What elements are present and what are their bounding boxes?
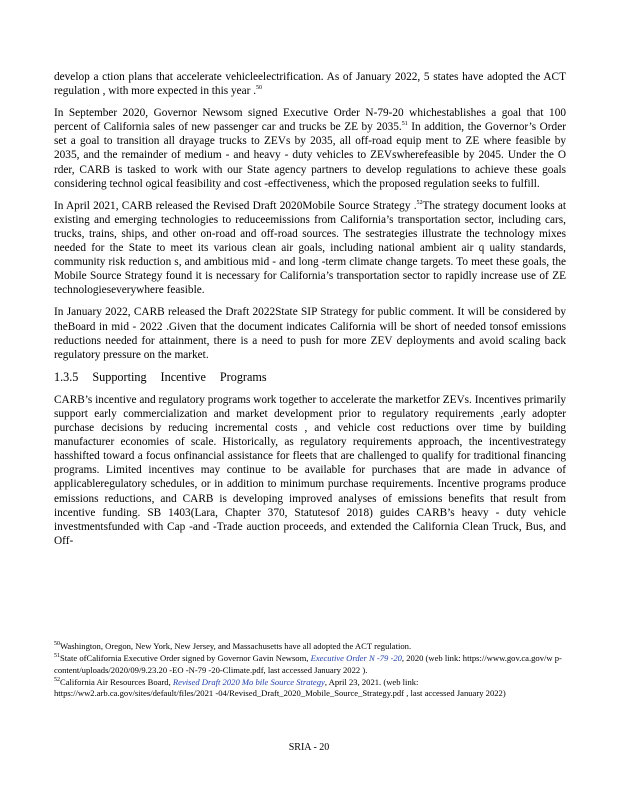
footnote-ref-50[interactable]: 50 [256,85,263,92]
section-number: 1.3.5 [54,369,79,384]
paragraph-text: develop a ction plans that accelerate vehicleelectrification. As of January 2022, 5 states have adopted the ACT regulation , with more expected in this year . [54,71,566,98]
section-title-word: Programs [219,369,267,384]
document-body [54,70,566,556]
paragraph-mobile-source-strategy [54,199,566,298]
section-title-word: Supporting [92,369,147,384]
paragraph-incentive-programs [54,393,566,548]
footnote-number: 52 [54,677,60,684]
footnote-ref-51[interactable]: 51 [401,121,408,128]
footnote-number: 50 [54,641,60,648]
footnote-text: State ofCalifornia Executive Order signed by Governor Gavin Newsom, [60,653,309,664]
paragraph-act-adoption [54,70,566,98]
paragraph-sip-strategy [54,305,566,361]
footnote-text: , 2020 (web link: https://www.gov.ca.gov/w p- content/uploads/2020/09/9.23.20 -EO -N-79 -20-Climate.pdf, last accessed January 2022 ). [54,653,562,675]
paragraph-text: In addition, the Governor’s Order set a goal to transition all drayage trucks to ZEVs by 2035, all off-road equip ment to ZE where feasible by 2035, and the remainder of medium - and heavy - duty vehicles to ZEVswherefeasible by 2045. Under the O rder, CARB is tasked to work with our State agency partners to develop regulations to achieve these goals considering technol ogical feasibility and cost -effectiveness, which the proposed regulation seeks to fulfill. [54,121,566,190]
footnote-50 [54,641,566,652]
section-heading [54,370,566,384]
paragraph-text: In September 2020, Governor Newsom signed Executive Order N-79-20 whichestablishes a goal that 100 percent of California sales of new passenger car and trucks be ZE by 2035. [54,107,566,134]
footnote-text: California Air Resources Board, [60,676,171,687]
footnote-52 [54,677,566,700]
paragraph-text: CARB’s incentive and regulatory programs work together to accelerate the marketfor ZEVs. Incentives primarily support early commercialization and market development prior to regulatory requirements ,early adopter purchase decisions by reducing incremental costs , and vehicle cost reductions over time by building manufacturer economies of scale. Historically, as regulatory requirements approach, the incentivestrategy hasshifted toward a focus onfinancial assistance for fleets that are challenged to qualify for traditional financing programs. Limited incentives may continue to be available for purchases that are made in advance of applicableregulatory schedules, or in addition to minimum purchase requirements. Incentive programs produce emissions reductions, and CARB is developing improved analyses of emissions benefits that result from incentive funding. SB 1403(Lara, Chapter 370, Statutesof 2018) guides CARB’s heavy - duty vehicle investmentsfunded with Cap -and -Trade auction proceeds, and extended the California Clean Truck, Bus, and Off- [54,393,566,547]
section-title-word: Incentive [160,369,206,384]
page-footer: SRIA - 20 [288,742,330,753]
footnote-ref-52[interactable]: 52 [416,199,423,206]
footnote-51 [54,653,566,676]
footnote-number: 51 [54,653,60,660]
mobile-source-strategy-link[interactable]: Revised Draft 2020 Mo bile Source Strategy [172,676,325,687]
executive-order-link[interactable]: Executive Order N -79 -20 [310,653,402,664]
paragraph-text: In April 2021, CARB released the Revised Draft 2020Mobile Source Strategy . [54,199,417,212]
footnote-text: , April 23, 2021. (web link: https://ww2.arb.ca.gov/sites/default/files/2021 -04/Revised_Draft_2020_Mobile_Source_Strategy.pdf , last accessed January 2022) [54,676,506,699]
paragraph-executive-order [54,106,566,191]
paragraph-text: In January 2022, CARB released the Draft 2022State SIP Strategy for public comment. It will be considered by theBoard in mid - 2022 .Given that the document indicates California will be short of needed tonsof emissions reductions needed for attainment, there is a need to push for more ZEV deployments and avoid scaling back regulatory pressure on the market. [54,306,566,361]
footnotes [54,641,566,700]
footnote-text: Washington, Oregon, New York, New Jersey, and Massachusetts have all adopted the ACT regulation. [60,641,412,651]
paragraph-text: The strategy document looks at existing and emerging technologies to reduceemissions from California’s transportation sector, including cars, trucks, trains, ships, and other on-road and off-road sources. The sestrategies illustrate the technology mixes needed for the State to meet its various clean air goals, including national ambient air q uality standards, community risk reduction s, and ambitious mid - and long -term climate change targets. To meet these goals, the Mobile Source Strategy found it is necessary for California’s transportation sector to rapidly increase use of ZE technologieseverywhere feasible. [54,199,566,297]
